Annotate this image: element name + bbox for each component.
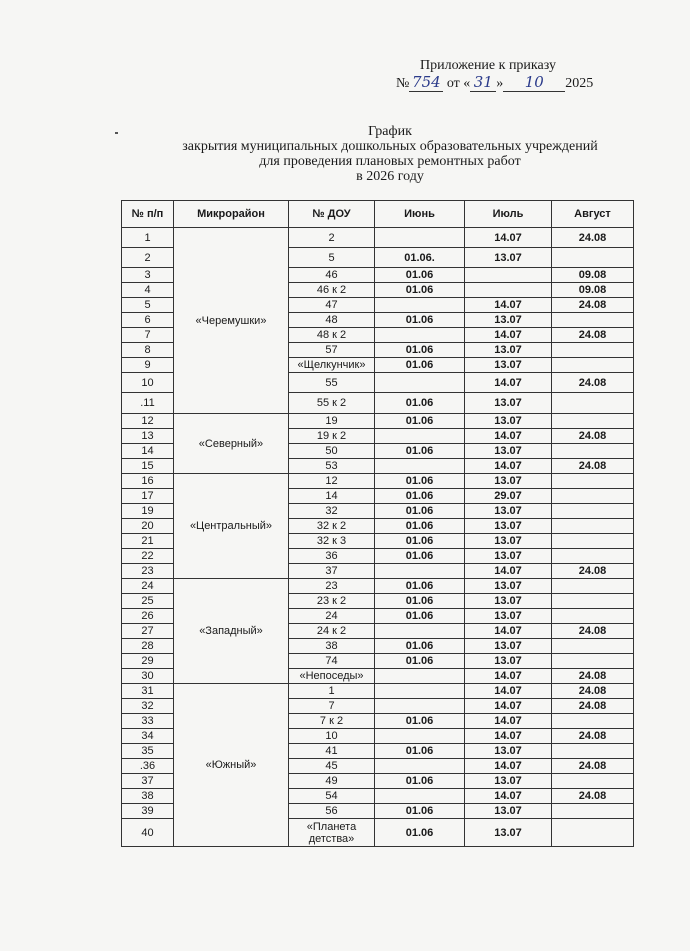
july-cell: 13.07 bbox=[465, 744, 552, 759]
row-number: 14 bbox=[122, 444, 174, 459]
scan-speck bbox=[115, 132, 118, 134]
row-number: 38 bbox=[122, 789, 174, 804]
row-number: 16 bbox=[122, 474, 174, 489]
august-cell bbox=[552, 474, 634, 489]
row-number: 1 bbox=[122, 228, 174, 248]
dou-cell: 49 bbox=[289, 774, 375, 789]
order-number: 754 bbox=[409, 74, 443, 92]
july-cell: 14.07 bbox=[465, 429, 552, 444]
row-number: 35 bbox=[122, 744, 174, 759]
june-cell bbox=[375, 789, 465, 804]
july-cell: 14.07 bbox=[465, 298, 552, 313]
row-number: 24 bbox=[122, 579, 174, 594]
august-cell: 24.08 bbox=[552, 564, 634, 579]
dou-cell: 36 bbox=[289, 549, 375, 564]
dou-cell: 1 bbox=[289, 684, 375, 699]
dou-cell: 56 bbox=[289, 804, 375, 819]
june-cell: 01.06 bbox=[375, 414, 465, 429]
june-cell bbox=[375, 759, 465, 774]
dou-cell: «Непоседы» bbox=[289, 669, 375, 684]
august-cell: 24.08 bbox=[552, 669, 634, 684]
july-cell: 14.07 bbox=[465, 684, 552, 699]
dou-cell: 2 bbox=[289, 228, 375, 248]
row-number: 2 bbox=[122, 248, 174, 268]
dou-cell: 50 bbox=[289, 444, 375, 459]
order-reference bbox=[396, 74, 593, 92]
title-line-3: для проведения плановых ремонтных работ bbox=[259, 154, 521, 169]
header-dou: № ДОУ bbox=[289, 201, 375, 228]
june-cell: 01.06 bbox=[375, 579, 465, 594]
row-number: 21 bbox=[122, 534, 174, 549]
july-cell: 13.07 bbox=[465, 313, 552, 328]
row-number: 27 bbox=[122, 624, 174, 639]
july-cell: 13.07 bbox=[465, 819, 552, 847]
schedule-table bbox=[121, 200, 634, 847]
june-cell: 01.06 bbox=[375, 819, 465, 847]
august-cell: 24.08 bbox=[552, 298, 634, 313]
august-cell bbox=[552, 549, 634, 564]
row-number: 6 bbox=[122, 313, 174, 328]
june-cell: 01.06 bbox=[375, 358, 465, 373]
august-cell: 24.08 bbox=[552, 759, 634, 774]
row-number: 10 bbox=[122, 373, 174, 393]
row-number: 23 bbox=[122, 564, 174, 579]
august-cell: 24.08 bbox=[552, 789, 634, 804]
row-number: 32 bbox=[122, 699, 174, 714]
august-cell: 24.08 bbox=[552, 459, 634, 474]
dou-cell: 23 к 2 bbox=[289, 594, 375, 609]
august-cell: 24.08 bbox=[552, 699, 634, 714]
july-cell: 13.07 bbox=[465, 474, 552, 489]
august-cell bbox=[552, 744, 634, 759]
order-from: от « bbox=[446, 76, 471, 91]
august-cell bbox=[552, 489, 634, 504]
dou-cell: 45 bbox=[289, 759, 375, 774]
july-cell: 29.07 bbox=[465, 489, 552, 504]
august-cell bbox=[552, 579, 634, 594]
june-cell: 01.06 bbox=[375, 519, 465, 534]
july-cell: 13.07 bbox=[465, 504, 552, 519]
district-cell: «Западный» bbox=[174, 579, 289, 684]
july-cell: 13.07 bbox=[465, 358, 552, 373]
dou-cell: 38 bbox=[289, 639, 375, 654]
august-cell bbox=[552, 534, 634, 549]
dou-cell: «Щелкунчик» bbox=[289, 358, 375, 373]
august-cell bbox=[552, 313, 634, 328]
july-cell: 13.07 bbox=[465, 654, 552, 669]
july-cell: 14.07 bbox=[465, 714, 552, 729]
dou-cell: 7 bbox=[289, 699, 375, 714]
june-cell: 01.06 bbox=[375, 444, 465, 459]
july-cell: 13.07 bbox=[465, 343, 552, 358]
header-july: Июль bbox=[465, 201, 552, 228]
dou-cell: 53 bbox=[289, 459, 375, 474]
row-number: 15 bbox=[122, 459, 174, 474]
july-cell: 14.07 bbox=[465, 459, 552, 474]
table-header-row bbox=[122, 201, 634, 228]
july-cell: 14.07 bbox=[465, 624, 552, 639]
district-cell: «Северный» bbox=[174, 414, 289, 474]
june-cell: 01.06 bbox=[375, 594, 465, 609]
june-cell: 01.06 bbox=[375, 744, 465, 759]
july-cell: 13.07 bbox=[465, 639, 552, 654]
row-number: 8 bbox=[122, 343, 174, 358]
june-cell: 01.06 bbox=[375, 268, 465, 283]
august-cell bbox=[552, 804, 634, 819]
row-number: 28 bbox=[122, 639, 174, 654]
june-cell: 01.06 bbox=[375, 393, 465, 414]
july-cell: 14.07 bbox=[465, 564, 552, 579]
august-cell bbox=[552, 519, 634, 534]
july-cell: 14.07 bbox=[465, 759, 552, 774]
row-number: 39 bbox=[122, 804, 174, 819]
june-cell: 01.06 bbox=[375, 534, 465, 549]
august-cell bbox=[552, 444, 634, 459]
row-number: 29 bbox=[122, 654, 174, 669]
june-cell bbox=[375, 699, 465, 714]
dou-cell: 7 к 2 bbox=[289, 714, 375, 729]
row-number: 19 bbox=[122, 504, 174, 519]
dou-cell: 41 bbox=[289, 744, 375, 759]
dou-cell: 32 к 3 bbox=[289, 534, 375, 549]
dou-cell: 48 к 2 bbox=[289, 328, 375, 343]
title-line-2: закрытия муниципальных дошкольных образовательных учреждений bbox=[182, 139, 598, 154]
row-number: .36 bbox=[122, 759, 174, 774]
june-cell bbox=[375, 669, 465, 684]
dou-cell: 19 к 2 bbox=[289, 429, 375, 444]
august-cell: 09.08 bbox=[552, 268, 634, 283]
row-number: 25 bbox=[122, 594, 174, 609]
dou-cell: 48 bbox=[289, 313, 375, 328]
row-number: 37 bbox=[122, 774, 174, 789]
table-row bbox=[122, 228, 634, 248]
row-number: 3 bbox=[122, 268, 174, 283]
order-close: » bbox=[496, 76, 504, 91]
dou-cell: 5 bbox=[289, 248, 375, 268]
june-cell: 01.06 bbox=[375, 774, 465, 789]
row-number: 22 bbox=[122, 549, 174, 564]
district-cell: «Южный» bbox=[174, 684, 289, 847]
july-cell: 14.07 bbox=[465, 789, 552, 804]
header-august: Август bbox=[552, 201, 634, 228]
dou-cell: 23 bbox=[289, 579, 375, 594]
june-cell: 01.06 bbox=[375, 313, 465, 328]
june-cell: 01.06 bbox=[375, 283, 465, 298]
header-num: № п/п bbox=[122, 201, 174, 228]
june-cell bbox=[375, 729, 465, 744]
dou-cell: 14 bbox=[289, 489, 375, 504]
row-number: .11 bbox=[122, 393, 174, 414]
august-cell bbox=[552, 774, 634, 789]
june-cell bbox=[375, 564, 465, 579]
june-cell: 01.06 bbox=[375, 489, 465, 504]
july-cell: 13.07 bbox=[465, 579, 552, 594]
june-cell bbox=[375, 624, 465, 639]
june-cell: 01.06 bbox=[375, 654, 465, 669]
dou-cell: 54 bbox=[289, 789, 375, 804]
title-line-1: График bbox=[368, 124, 412, 139]
august-cell: 24.08 bbox=[552, 729, 634, 744]
row-number: 31 bbox=[122, 684, 174, 699]
august-cell bbox=[552, 639, 634, 654]
august-cell: 24.08 bbox=[552, 624, 634, 639]
dou-cell: «Планета детства» bbox=[289, 819, 375, 847]
july-cell bbox=[465, 283, 552, 298]
table-row bbox=[122, 684, 634, 699]
row-number: 26 bbox=[122, 609, 174, 624]
june-cell: 01.06 bbox=[375, 609, 465, 624]
july-cell: 13.07 bbox=[465, 393, 552, 414]
row-number: 20 bbox=[122, 519, 174, 534]
dou-cell: 12 bbox=[289, 474, 375, 489]
title-line-4: в 2026 году bbox=[356, 169, 424, 184]
august-cell: 24.08 bbox=[552, 228, 634, 248]
july-cell bbox=[465, 268, 552, 283]
district-cell: «Черемушки» bbox=[174, 228, 289, 414]
appendix-label: Приложение к приказу bbox=[420, 58, 556, 73]
district-cell: «Центральный» bbox=[174, 474, 289, 579]
june-cell bbox=[375, 298, 465, 313]
order-day: 31 bbox=[470, 74, 496, 92]
july-cell: 13.07 bbox=[465, 414, 552, 429]
august-cell bbox=[552, 343, 634, 358]
july-cell: 13.07 bbox=[465, 774, 552, 789]
dou-cell: 74 bbox=[289, 654, 375, 669]
august-cell bbox=[552, 504, 634, 519]
dou-cell: 37 bbox=[289, 564, 375, 579]
august-cell bbox=[552, 609, 634, 624]
june-cell bbox=[375, 429, 465, 444]
dou-cell: 55 bbox=[289, 373, 375, 393]
august-cell: 24.08 bbox=[552, 328, 634, 343]
row-number: 40 bbox=[122, 819, 174, 847]
august-cell bbox=[552, 594, 634, 609]
august-cell: 24.08 bbox=[552, 429, 634, 444]
dou-cell: 32 bbox=[289, 504, 375, 519]
header-district: Микрорайон bbox=[174, 201, 289, 228]
dou-cell: 32 к 2 bbox=[289, 519, 375, 534]
july-cell: 14.07 bbox=[465, 729, 552, 744]
august-cell bbox=[552, 248, 634, 268]
june-cell: 01.06 bbox=[375, 549, 465, 564]
august-cell bbox=[552, 393, 634, 414]
june-cell bbox=[375, 228, 465, 248]
order-year: 2025 bbox=[565, 76, 594, 91]
order-month: 10 bbox=[503, 74, 565, 92]
july-cell: 13.07 bbox=[465, 534, 552, 549]
table-row bbox=[122, 579, 634, 594]
order-prefix: № bbox=[396, 76, 410, 91]
june-cell bbox=[375, 459, 465, 474]
august-cell: 09.08 bbox=[552, 283, 634, 298]
june-cell: 01.06 bbox=[375, 639, 465, 654]
august-cell bbox=[552, 414, 634, 429]
row-number: 17 bbox=[122, 489, 174, 504]
dou-cell: 55 к 2 bbox=[289, 393, 375, 414]
table-row bbox=[122, 414, 634, 429]
row-number: 12 bbox=[122, 414, 174, 429]
july-cell: 14.07 bbox=[465, 699, 552, 714]
dou-cell: 46 к 2 bbox=[289, 283, 375, 298]
june-cell bbox=[375, 373, 465, 393]
row-number: 5 bbox=[122, 298, 174, 313]
table-row bbox=[122, 474, 634, 489]
august-cell: 24.08 bbox=[552, 373, 634, 393]
june-cell: 01.06 bbox=[375, 474, 465, 489]
row-number: 33 bbox=[122, 714, 174, 729]
row-number: 34 bbox=[122, 729, 174, 744]
row-number: 9 bbox=[122, 358, 174, 373]
dou-cell: 47 bbox=[289, 298, 375, 313]
july-cell: 13.07 bbox=[465, 444, 552, 459]
august-cell bbox=[552, 654, 634, 669]
july-cell: 13.07 bbox=[465, 248, 552, 268]
july-cell: 14.07 bbox=[465, 328, 552, 343]
row-number: 30 bbox=[122, 669, 174, 684]
august-cell: 24.08 bbox=[552, 684, 634, 699]
july-cell: 13.07 bbox=[465, 549, 552, 564]
august-cell bbox=[552, 714, 634, 729]
dou-cell: 19 bbox=[289, 414, 375, 429]
row-number: 7 bbox=[122, 328, 174, 343]
august-cell bbox=[552, 819, 634, 847]
dou-cell: 46 bbox=[289, 268, 375, 283]
document-title bbox=[150, 124, 630, 184]
dou-cell: 10 bbox=[289, 729, 375, 744]
dou-cell: 57 bbox=[289, 343, 375, 358]
june-cell: 01.06 bbox=[375, 804, 465, 819]
dou-cell: 24 bbox=[289, 609, 375, 624]
july-cell: 13.07 bbox=[465, 609, 552, 624]
june-cell: 01.06. bbox=[375, 248, 465, 268]
july-cell: 14.07 bbox=[465, 669, 552, 684]
august-cell bbox=[552, 358, 634, 373]
june-cell bbox=[375, 328, 465, 343]
july-cell: 13.07 bbox=[465, 804, 552, 819]
june-cell bbox=[375, 684, 465, 699]
june-cell: 01.06 bbox=[375, 504, 465, 519]
july-cell: 14.07 bbox=[465, 228, 552, 248]
july-cell: 14.07 bbox=[465, 373, 552, 393]
july-cell: 13.07 bbox=[465, 594, 552, 609]
june-cell: 01.06 bbox=[375, 714, 465, 729]
row-number: 4 bbox=[122, 283, 174, 298]
row-number: 13 bbox=[122, 429, 174, 444]
july-cell: 13.07 bbox=[465, 519, 552, 534]
dou-cell: 24 к 2 bbox=[289, 624, 375, 639]
header-june: Июнь bbox=[375, 201, 465, 228]
june-cell: 01.06 bbox=[375, 343, 465, 358]
